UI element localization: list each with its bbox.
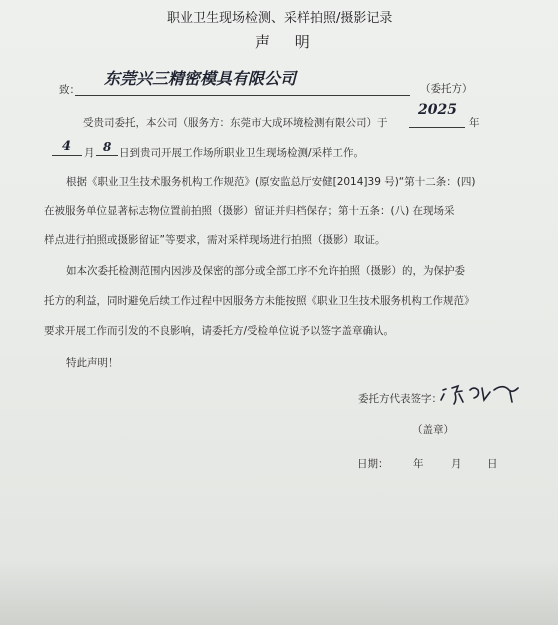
closing-statement: 特此声明！ — [66, 357, 119, 369]
document-subtitle: 声 明 — [255, 33, 320, 51]
handwritten-month: 4 — [62, 139, 72, 154]
document-title: 职业卫生现场检测、采样拍照/摄影记录 — [167, 11, 393, 26]
paragraph2-line3: 样点进行拍照或摄影留证”等要求，需对采样现场进行拍照（摄影）取证。 — [44, 234, 386, 246]
paragraph1-line1: 受贵司委托，本公司（服务方：东莞市大成环境检测有限公司）于 — [83, 117, 388, 129]
year-underline — [409, 127, 465, 128]
paragraph2-line2: 在被服务单位显著标志物位置前拍照（摄影）留证并归档保存；第十五条：(八) 在现场采 — [44, 205, 455, 217]
client-name: 东莞兴三精密模具有限公司 — [104, 69, 297, 88]
month-underline — [52, 155, 82, 156]
date-year-label: 年 — [413, 458, 424, 470]
date-month-label: 月 — [451, 458, 462, 470]
month-suffix: 月 — [84, 147, 95, 159]
seal-label: （盖章） — [412, 424, 454, 436]
addressee-prefix: 致： — [59, 84, 80, 96]
paragraph3-line3: 要求开展工作而引发的不良影响，请委托方/受检单位说予以签字盖章确认。 — [44, 325, 395, 337]
client-name-underline — [75, 95, 410, 96]
date-label: 日期： — [357, 458, 389, 470]
day-underline — [96, 155, 118, 156]
paragraph2-line1: 根据《职业卫生技术服务机构工作规范》(原安监总厅安健[2014]39 号)“第十二条：(四) — [66, 176, 476, 188]
handwritten-signature — [438, 380, 522, 408]
signature-label: 委托方代表签字： — [358, 393, 442, 405]
paragraph1-line2: 日到贵司开展工作场所职业卫生现场检测/采样工作。 — [119, 147, 365, 159]
paragraph3-line2: 托方的利益，同时避免后续工作过程中因服务方未能按照《职业卫生技术服务机构工作规范》 — [44, 295, 475, 307]
handwritten-day: 8 — [103, 140, 112, 154]
client-role-label: （委托方） — [420, 83, 473, 95]
year-suffix: 年 — [469, 117, 480, 129]
handwritten-year: 2025 — [418, 102, 457, 118]
date-day-label: 日 — [487, 458, 498, 470]
paragraph3-line1: 如本次委托检测范围内因涉及保密的部分或全部工序不允许拍照（摄影）的，为保护委 — [66, 265, 465, 277]
